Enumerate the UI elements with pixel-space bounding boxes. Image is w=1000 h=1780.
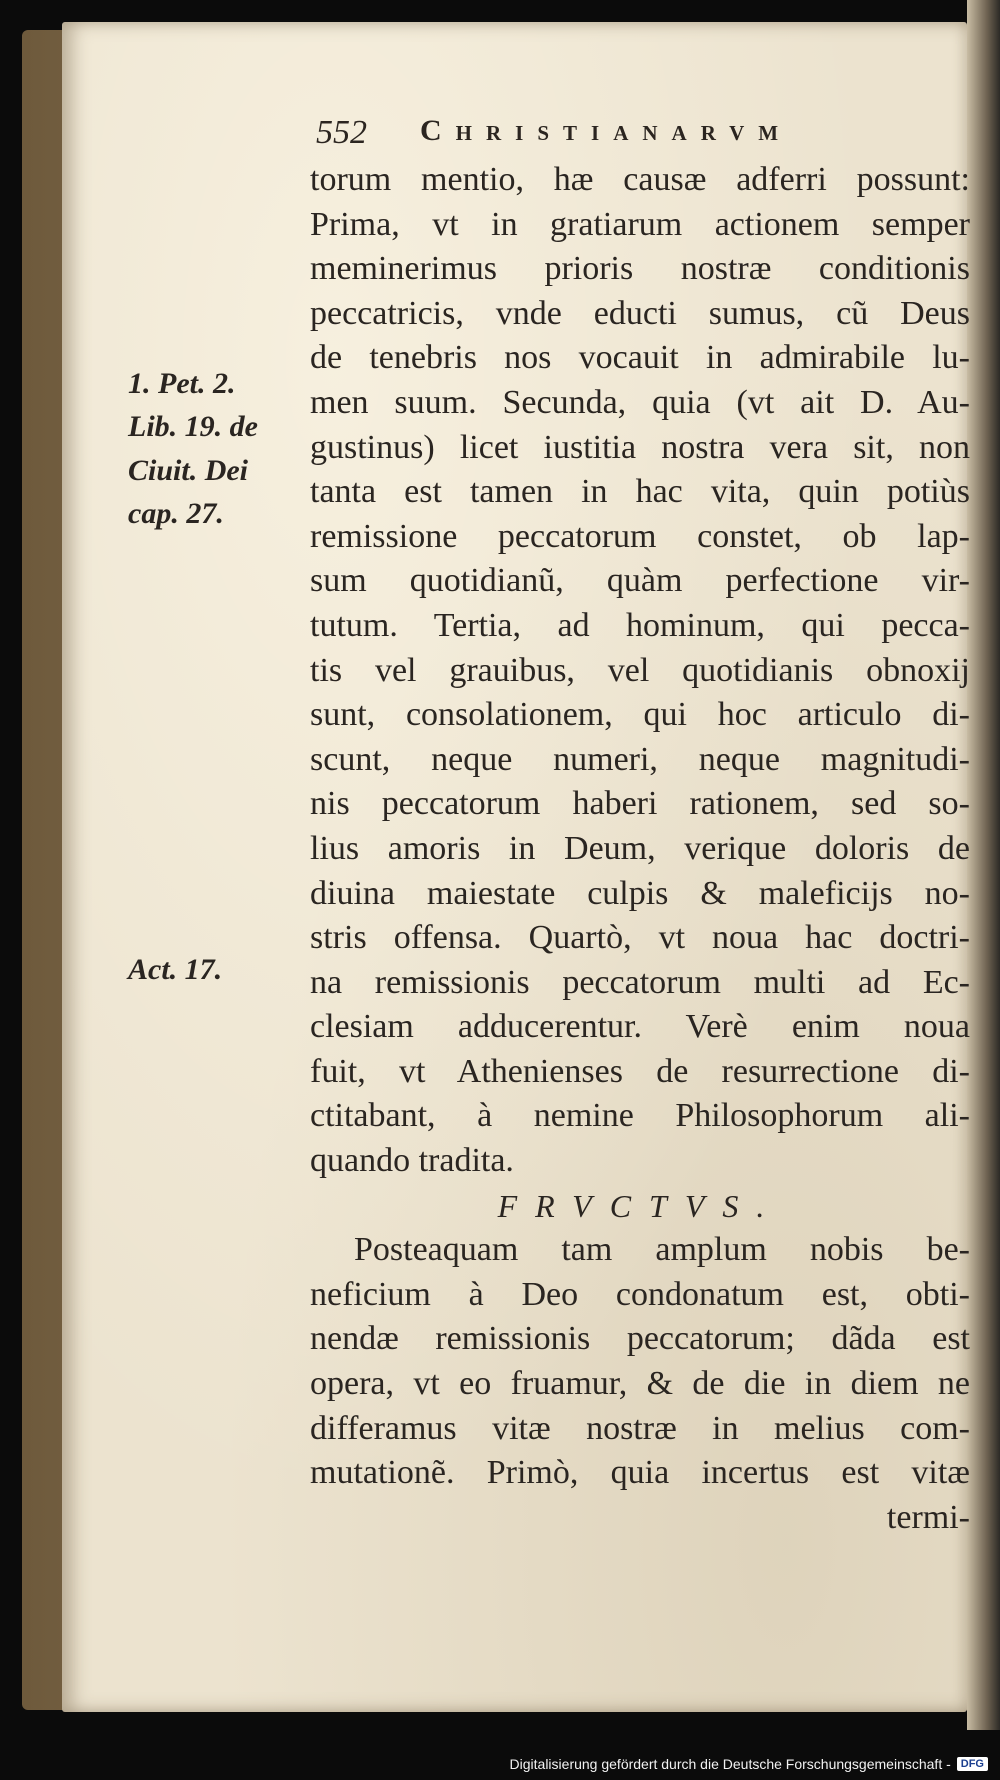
text-line: men suum. Secunda, quia (vt ait D. Au-: [310, 383, 970, 421]
text-line: Posteaquam tam amplum nobis be-: [354, 1231, 970, 1269]
body-text: [310, 158, 970, 1540]
text-line: quando tradita.: [310, 1142, 514, 1180]
text-line: diuina maiestate culpis & maleficijs no-: [310, 874, 970, 912]
text-line: stris offensa. Quartò, vt noua hac doctri-: [310, 919, 970, 957]
text-line: tutum. Tertia, ad hominum, qui pecca-: [310, 606, 970, 644]
text-line: nis peccatorum haberi rationem, sed so-: [310, 785, 970, 823]
text-line: peccatricis, vnde educti sumus, cũ Deus: [310, 294, 970, 332]
text-line: fuit, vt Athenienses de resurrectione di-: [310, 1052, 970, 1090]
next-page-edge: [967, 0, 1000, 1730]
marginal-note-2: Lib. 19. de: [128, 410, 258, 443]
marginal-note-5: Act. 17.: [128, 953, 223, 986]
text-line: scunt, neque numeri, neque magnitudi-: [310, 740, 970, 778]
credit-text: Digitalisierung gefördert durch die Deutsche Forschungsgemeinschaft -: [509, 1756, 951, 1772]
text-line: Prima, vt in gratiarum actionem semper: [310, 205, 970, 243]
text-line: gustinus) licet iustitia nostra vera sit, non: [310, 428, 970, 466]
page-number: 552: [316, 114, 367, 151]
text-line: torum mentio, hæ causæ adferri possunt:: [310, 161, 970, 198]
text-line: opera, vt eo fruamur, & de die in diem ne: [310, 1365, 970, 1403]
text-line: clesiam adducerentur. Verè enim noua: [310, 1008, 970, 1046]
text-line: lius amoris in Deum, verique doloris de: [310, 829, 970, 867]
text-line: ctitabant, à nemine Philosophorum ali-: [310, 1097, 970, 1135]
text-line: differamus vitæ nostræ in melius com-: [310, 1409, 970, 1447]
catchword: termi-: [886, 1498, 970, 1536]
text-line: de tenebris nos vocauit in admirabile lu-: [310, 339, 970, 377]
digitization-credit: [510, 1756, 988, 1772]
text-line: sunt, consolationem, qui hoc articulo di-: [310, 696, 970, 734]
page-header: [316, 108, 896, 158]
text-line: nendæ remissionis peccatorum; dãda est: [310, 1320, 970, 1358]
text-line: na remissionis peccatorum multi ad Ec-: [310, 963, 970, 1001]
text-line: remissione peccatorum constet, ob lap-: [310, 517, 970, 555]
text-line: tanta est tamen in hac vita, quin potiùs: [310, 473, 970, 511]
marginal-note-4: cap. 27.: [128, 497, 224, 530]
section-heading: FRVCTVS.: [497, 1187, 783, 1224]
text-line: meminerimus prioris nostræ conditionis: [310, 250, 970, 288]
marginal-note-3: Ciuit. Dei: [128, 454, 249, 487]
running-title: Christianarvm: [420, 114, 793, 147]
text-line: neficium à Deo condonatum est, obti-: [310, 1275, 970, 1313]
dfg-logo: DFG: [957, 1757, 988, 1771]
text-line: tis vel grauibus, vel quotidianis obnoxij: [310, 651, 970, 689]
marginal-note-1: 1. Pet. 2.: [128, 367, 236, 400]
text-line: sum quotidianũ, quàm perfectione vir-: [310, 562, 970, 600]
text-line: mutationẽ. Primò, quia incertus est vitæ: [310, 1454, 970, 1492]
